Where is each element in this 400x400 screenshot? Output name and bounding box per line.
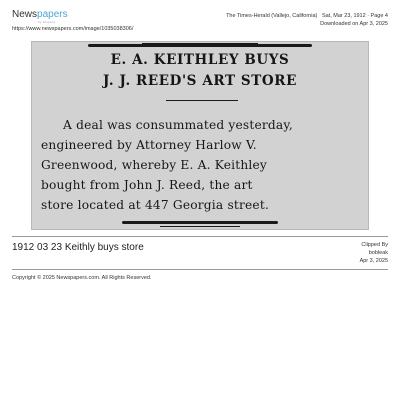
- headline-line-1: E. A. KEITHLEY BUYS: [110, 52, 290, 68]
- article-body: [41, 115, 359, 215]
- article-line: A deal was consummated yesterday,: [63, 118, 293, 132]
- headline-divider: [166, 100, 238, 101]
- bottom-rule: [122, 221, 278, 224]
- newspaper-clipping: [31, 41, 369, 230]
- headline-line-2: J. J. REED'S ART STORE: [102, 73, 298, 89]
- top-rule: [88, 44, 312, 47]
- clipped-by-user[interactable]: bobleak: [368, 250, 388, 256]
- newspapers-logo[interactable]: [12, 10, 68, 20]
- header: [12, 10, 388, 34]
- publication-info: [226, 12, 388, 28]
- logo-news-text: News: [12, 9, 38, 20]
- source-url[interactable]: https://www.newspapers.com/image/1035038306/: [12, 26, 134, 32]
- clipping-caption: 1912 03 23 Keithly buys store: [12, 242, 144, 253]
- downloaded-date: Downloaded on Apr 3, 2025: [320, 21, 388, 27]
- clipped-date: Apr 3, 2025: [359, 258, 388, 264]
- logo-subtitle: by ancestry: [38, 20, 56, 24]
- clipped-by-info: [360, 241, 388, 265]
- divider: [12, 269, 388, 270]
- publication-line: [226, 12, 388, 20]
- logo-papers-text: papers: [37, 9, 68, 20]
- publication-date-page: Sat, Mar 23, 1912 · Page 4: [321, 13, 388, 19]
- clipped-by-label: Clipped By: [361, 242, 388, 248]
- article-line: store located at 447 Georgia street.: [41, 198, 270, 212]
- publication-name: The Times-Herald (Vallejo, California): [226, 13, 318, 19]
- article-line: bought from John J. Reed, the art: [41, 178, 253, 192]
- article-line: engineered by Attorney Harlow V.: [41, 138, 257, 152]
- bottom-rule-thin: [160, 226, 240, 227]
- copyright-notice: Copyright © 2025 Newspapers.com. All Rights Reserved.: [12, 275, 152, 281]
- article-line: Greenwood, whereby E. A. Keithley: [41, 158, 268, 172]
- divider: [12, 236, 388, 237]
